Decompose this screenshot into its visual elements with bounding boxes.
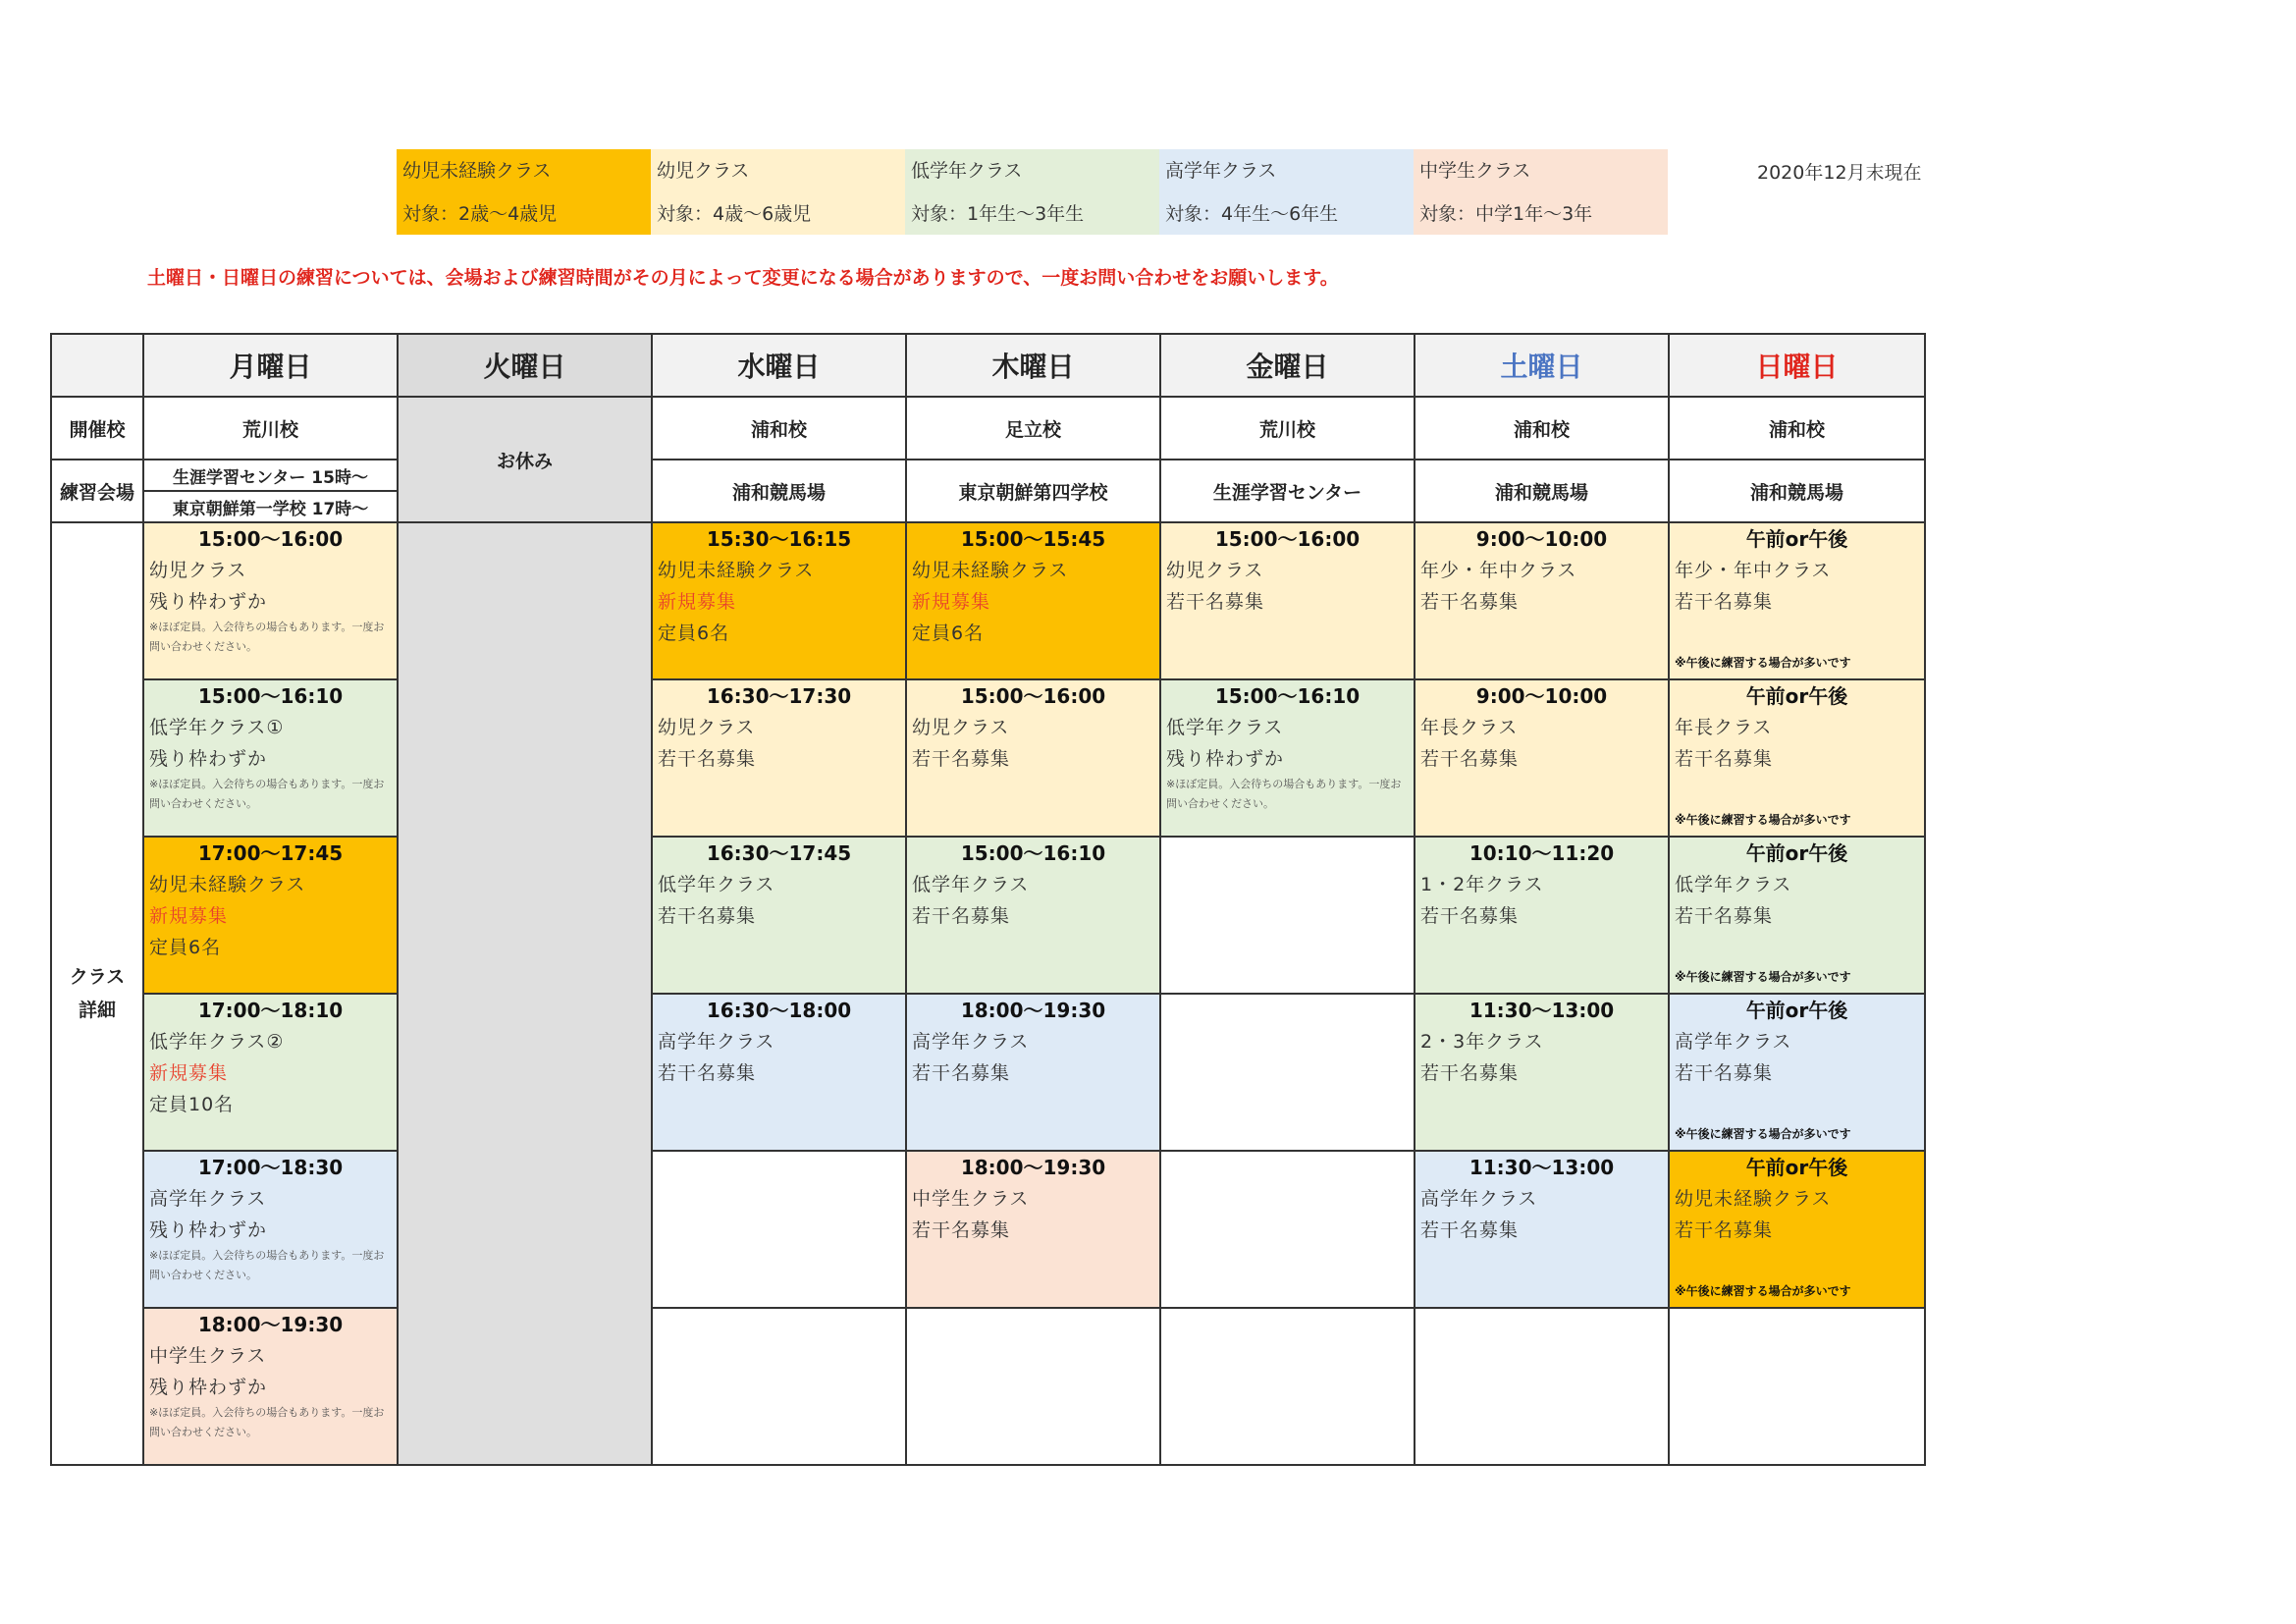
slot-thu-5 xyxy=(906,1151,1160,1308)
slot-foot-note: ※午後に練習する場合が多いです xyxy=(1675,1127,1851,1141)
slot-thu-1 xyxy=(906,522,1160,679)
class-row-3 xyxy=(51,837,1925,994)
legend-target: 対象：2歳〜4歳児 xyxy=(402,203,558,225)
slot-fri-6-empty xyxy=(1160,1308,1415,1465)
slot-sun-4 xyxy=(1669,994,1925,1151)
slot-thu-3 xyxy=(906,837,1160,994)
class-row-1 xyxy=(51,522,1925,679)
slot-time: 11:30〜13:00 xyxy=(1468,999,1615,1022)
corner-cell xyxy=(51,334,143,397)
slot-time: 15:00〜16:10 xyxy=(1214,684,1361,708)
slot-foot-note: ※午後に練習する場合が多いです xyxy=(1675,813,1851,827)
slot-time: 15:00〜16:10 xyxy=(960,841,1106,865)
slot-fri-3-empty xyxy=(1160,837,1415,994)
slot-class: 低学年クラス xyxy=(1675,874,1792,895)
slot-time: 17:00〜17:45 xyxy=(197,841,344,865)
slot-foot-note: ※午後に練習する場合が多いです xyxy=(1675,1284,1851,1298)
school-fri: 荒川校 xyxy=(1160,397,1415,460)
slot-class: 年少・年中クラス xyxy=(1675,560,1832,581)
slot-status: 新規募集 xyxy=(149,905,229,927)
slot-status: 残り枠わずか xyxy=(149,748,268,770)
slot-wed-3 xyxy=(652,837,906,994)
slot-time: 午前or午後 xyxy=(1745,999,1848,1022)
slot-sun-1 xyxy=(1669,522,1925,679)
slot-time: 16:30〜18:00 xyxy=(706,999,852,1022)
row-label-hall: 練習会場 xyxy=(51,460,143,522)
legend-teigakunen xyxy=(905,149,1159,235)
school-row xyxy=(51,397,1925,460)
slot-class: 高学年クラス xyxy=(658,1031,775,1053)
slot-time: 16:30〜17:45 xyxy=(706,841,852,865)
slot-status: 若干名募集 xyxy=(912,1062,1011,1084)
slot-thu-2 xyxy=(906,679,1160,837)
hall-mon xyxy=(143,460,398,522)
slot-time: 午前or午後 xyxy=(1745,841,1848,865)
slot-class: 低学年クラス① xyxy=(149,717,285,738)
slot-status: 若干名募集 xyxy=(1166,591,1265,613)
slot-wed-6-empty xyxy=(652,1308,906,1465)
slot-time: 10:10〜11:20 xyxy=(1468,841,1615,865)
slot-wed-5-empty xyxy=(652,1151,906,1308)
slot-sat-5 xyxy=(1415,1151,1669,1308)
slot-sun-2 xyxy=(1669,679,1925,837)
slot-capacity: 定員6名 xyxy=(912,623,985,644)
slot-class: 2・3年クラス xyxy=(1420,1031,1544,1053)
slot-class: 幼児未経験クラス xyxy=(912,560,1069,581)
slot-status: 若干名募集 xyxy=(912,748,1011,770)
slot-capacity: 定員6名 xyxy=(658,623,730,644)
slot-class: 年長クラス xyxy=(1675,717,1773,738)
slot-status: 若干名募集 xyxy=(1675,748,1774,770)
slot-status: 若干名募集 xyxy=(1675,905,1774,927)
hall-fri: 生涯学習センター xyxy=(1160,460,1415,522)
slot-class: 幼児未経験クラス xyxy=(1675,1188,1832,1210)
slot-time: 18:00〜19:30 xyxy=(960,1156,1106,1179)
slot-status: 若干名募集 xyxy=(912,905,1011,927)
slot-class: 高学年クラス xyxy=(1675,1031,1792,1053)
slot-time: 15:00〜15:45 xyxy=(960,527,1106,551)
slot-time: 17:00〜18:30 xyxy=(197,1156,344,1179)
hall-mon-2: 東京朝鮮第一学校 17時〜 xyxy=(144,490,397,521)
slot-mon-5 xyxy=(143,1151,398,1308)
slot-class: 幼児未経験クラス xyxy=(658,560,815,581)
row-label-school: 開催校 xyxy=(51,397,143,460)
slot-status: 若干名募集 xyxy=(658,905,757,927)
slot-wed-2 xyxy=(652,679,906,837)
day-monday: 月曜日 xyxy=(143,334,398,397)
slot-wed-1 xyxy=(652,522,906,679)
slot-note: ※ほぼ定員。入会待ちの場合もあります。一度お問い合わせください。 xyxy=(149,1249,385,1281)
slot-foot-note: ※午後に練習する場合が多いです xyxy=(1675,656,1851,670)
slot-class: 幼児クラス xyxy=(912,717,1010,738)
slot-status: 若干名募集 xyxy=(912,1219,1011,1241)
slot-time: 午前or午後 xyxy=(1745,1156,1848,1179)
schedule-table xyxy=(50,333,1926,1466)
legend-target: 対象：1年生〜3年生 xyxy=(911,203,1085,225)
legend-target: 対象：4年生〜6年生 xyxy=(1165,203,1339,225)
day-sunday: 日曜日 xyxy=(1669,334,1925,397)
slot-time: 11:30〜13:00 xyxy=(1468,1156,1615,1179)
slot-status: 若干名募集 xyxy=(1420,1062,1520,1084)
weekend-notice: 土曜日・日曜日の練習については、会場および練習時間がその月によって変更になる場合がありますので、一度お問い合わせをお願いします。 xyxy=(147,267,1339,289)
day-tuesday: 火曜日 xyxy=(398,334,652,397)
slot-time: 9:00〜10:00 xyxy=(1475,527,1608,551)
hall-sun: 浦和競馬場 xyxy=(1669,460,1925,522)
hall-mon-1: 生涯学習センター 15時〜 xyxy=(173,467,368,488)
hall-thu: 東京朝鮮第四学校 xyxy=(906,460,1160,522)
legend-chugakusei xyxy=(1414,149,1668,235)
slot-class: 低学年クラス xyxy=(912,874,1030,895)
slot-time: 15:00〜16:10 xyxy=(197,684,344,708)
slot-class: 1・2年クラス xyxy=(1420,874,1544,895)
slot-mon-3 xyxy=(143,837,398,994)
slot-sat-2 xyxy=(1415,679,1669,837)
slot-mon-6 xyxy=(143,1308,398,1465)
school-sat: 浦和校 xyxy=(1415,397,1669,460)
slot-sat-4 xyxy=(1415,994,1669,1151)
slot-class: 低学年クラス② xyxy=(149,1031,285,1053)
slot-time: 17:00〜18:10 xyxy=(197,999,344,1022)
slot-status: 残り枠わずか xyxy=(149,1377,268,1398)
legend-name: 幼児未経験クラス xyxy=(402,160,552,182)
slot-time: 15:00〜16:00 xyxy=(960,684,1106,708)
legend-yoji xyxy=(651,149,905,235)
slot-class: 中学生クラス xyxy=(149,1345,267,1367)
class-row-4 xyxy=(51,994,1925,1151)
slot-sun-5 xyxy=(1669,1151,1925,1308)
slot-status: 若干名募集 xyxy=(1420,1219,1520,1241)
school-sun: 浦和校 xyxy=(1669,397,1925,460)
legend-name: 高学年クラス xyxy=(1165,160,1277,182)
slot-class: 低学年クラス xyxy=(1166,717,1284,738)
class-legend xyxy=(397,149,1668,235)
slot-status: 残り枠わずか xyxy=(149,591,268,613)
slot-class: 年少・年中クラス xyxy=(1420,560,1577,581)
legend-target: 対象：中学1年〜3年 xyxy=(1419,203,1593,225)
slot-class: 幼児未経験クラス xyxy=(149,874,306,895)
slot-class: 幼児クラス xyxy=(658,717,756,738)
slot-fri-4-empty xyxy=(1160,994,1415,1151)
slot-status: 若干名募集 xyxy=(1675,1219,1774,1241)
slot-wed-4 xyxy=(652,994,906,1151)
legend-name: 幼児クラス xyxy=(657,160,750,182)
legend-name: 中学生クラス xyxy=(1419,160,1531,182)
slot-class: 高学年クラス xyxy=(1420,1188,1538,1210)
slot-foot-note: ※午後に練習する場合が多いです xyxy=(1675,970,1851,984)
slot-status: 若干名募集 xyxy=(658,1062,757,1084)
legend-name: 低学年クラス xyxy=(911,160,1023,182)
slot-capacity: 定員10名 xyxy=(149,1094,235,1115)
slot-class: 高学年クラス xyxy=(912,1031,1030,1053)
slot-status: 新規募集 xyxy=(658,591,737,613)
day-wednesday: 水曜日 xyxy=(652,334,906,397)
slot-fri-1 xyxy=(1160,522,1415,679)
slot-status: 新規募集 xyxy=(912,591,991,613)
legend-kogakunen xyxy=(1159,149,1414,235)
slot-thu-4 xyxy=(906,994,1160,1151)
school-mon: 荒川校 xyxy=(143,397,398,460)
slot-status: 新規募集 xyxy=(149,1062,229,1084)
slot-time: 18:00〜19:30 xyxy=(197,1313,344,1336)
slot-class: 中学生クラス xyxy=(912,1188,1030,1210)
class-row-5 xyxy=(51,1151,1925,1308)
hall-sat: 浦和競馬場 xyxy=(1415,460,1669,522)
slot-thu-6-empty xyxy=(906,1308,1160,1465)
tuesday-closed: お休み xyxy=(398,397,652,522)
day-saturday: 土曜日 xyxy=(1415,334,1669,397)
slot-time: 午前or午後 xyxy=(1745,527,1848,551)
slot-class: 幼児クラス xyxy=(1166,560,1264,581)
slot-status: 若干名募集 xyxy=(1675,1062,1774,1084)
slot-status: 若干名募集 xyxy=(658,748,757,770)
slot-sun-6-empty xyxy=(1669,1308,1925,1465)
row-label-class-detail: クラス 詳細 xyxy=(51,522,143,1465)
slot-sun-3 xyxy=(1669,837,1925,994)
slot-class: 年長クラス xyxy=(1420,717,1519,738)
slot-sat-6-empty xyxy=(1415,1308,1669,1465)
slot-mon-1 xyxy=(143,522,398,679)
slot-mon-2 xyxy=(143,679,398,837)
slot-class: 幼児クラス xyxy=(149,560,247,581)
slot-capacity: 定員6名 xyxy=(149,937,222,958)
slot-status: 若干名募集 xyxy=(1420,748,1520,770)
slot-time: 9:00〜10:00 xyxy=(1475,684,1608,708)
as-of-date: 2020年12月末現在 xyxy=(1757,162,1922,184)
slot-note: ※ほぼ定員。入会待ちの場合もあります。一度お問い合わせください。 xyxy=(149,1406,385,1438)
slot-class: 高学年クラス xyxy=(149,1188,267,1210)
school-wed: 浦和校 xyxy=(652,397,906,460)
legend-mikeiken xyxy=(397,149,651,235)
school-thu: 足立校 xyxy=(906,397,1160,460)
tuesday-rest-column xyxy=(398,522,652,1465)
slot-class: 低学年クラス xyxy=(658,874,775,895)
slot-note: ※ほぼ定員。入会待ちの場合もあります。一度お問い合わせください。 xyxy=(1166,778,1402,810)
slot-note: ※ほぼ定員。入会待ちの場合もあります。一度お問い合わせください。 xyxy=(149,778,385,810)
slot-time: 18:00〜19:30 xyxy=(960,999,1106,1022)
slot-sat-3 xyxy=(1415,837,1669,994)
slot-note: ※ほぼ定員。入会待ちの場合もあります。一度お問い合わせください。 xyxy=(149,621,385,653)
slot-time: 午前or午後 xyxy=(1745,684,1848,708)
hall-row xyxy=(51,460,1925,522)
day-header-row xyxy=(51,334,1925,397)
slot-mon-4 xyxy=(143,994,398,1151)
slot-fri-2 xyxy=(1160,679,1415,837)
slot-time: 15:00〜16:00 xyxy=(1214,527,1361,551)
slot-status: 残り枠わずか xyxy=(149,1219,268,1241)
legend-target: 対象：4歳〜6歳児 xyxy=(657,203,812,225)
hall-wed: 浦和競馬場 xyxy=(652,460,906,522)
class-row-2 xyxy=(51,679,1925,837)
slot-status: 残り枠わずか xyxy=(1166,748,1285,770)
class-row-6 xyxy=(51,1308,1925,1465)
slot-status: 若干名募集 xyxy=(1675,591,1774,613)
day-friday: 金曜日 xyxy=(1160,334,1415,397)
slot-time: 16:30〜17:30 xyxy=(706,684,852,708)
slot-status: 若干名募集 xyxy=(1420,591,1520,613)
slot-status: 若干名募集 xyxy=(1420,905,1520,927)
slot-fri-5-empty xyxy=(1160,1151,1415,1308)
slot-sat-1 xyxy=(1415,522,1669,679)
slot-time: 15:30〜16:15 xyxy=(706,527,852,551)
day-thursday: 木曜日 xyxy=(906,334,1160,397)
slot-time: 15:00〜16:00 xyxy=(197,527,344,551)
